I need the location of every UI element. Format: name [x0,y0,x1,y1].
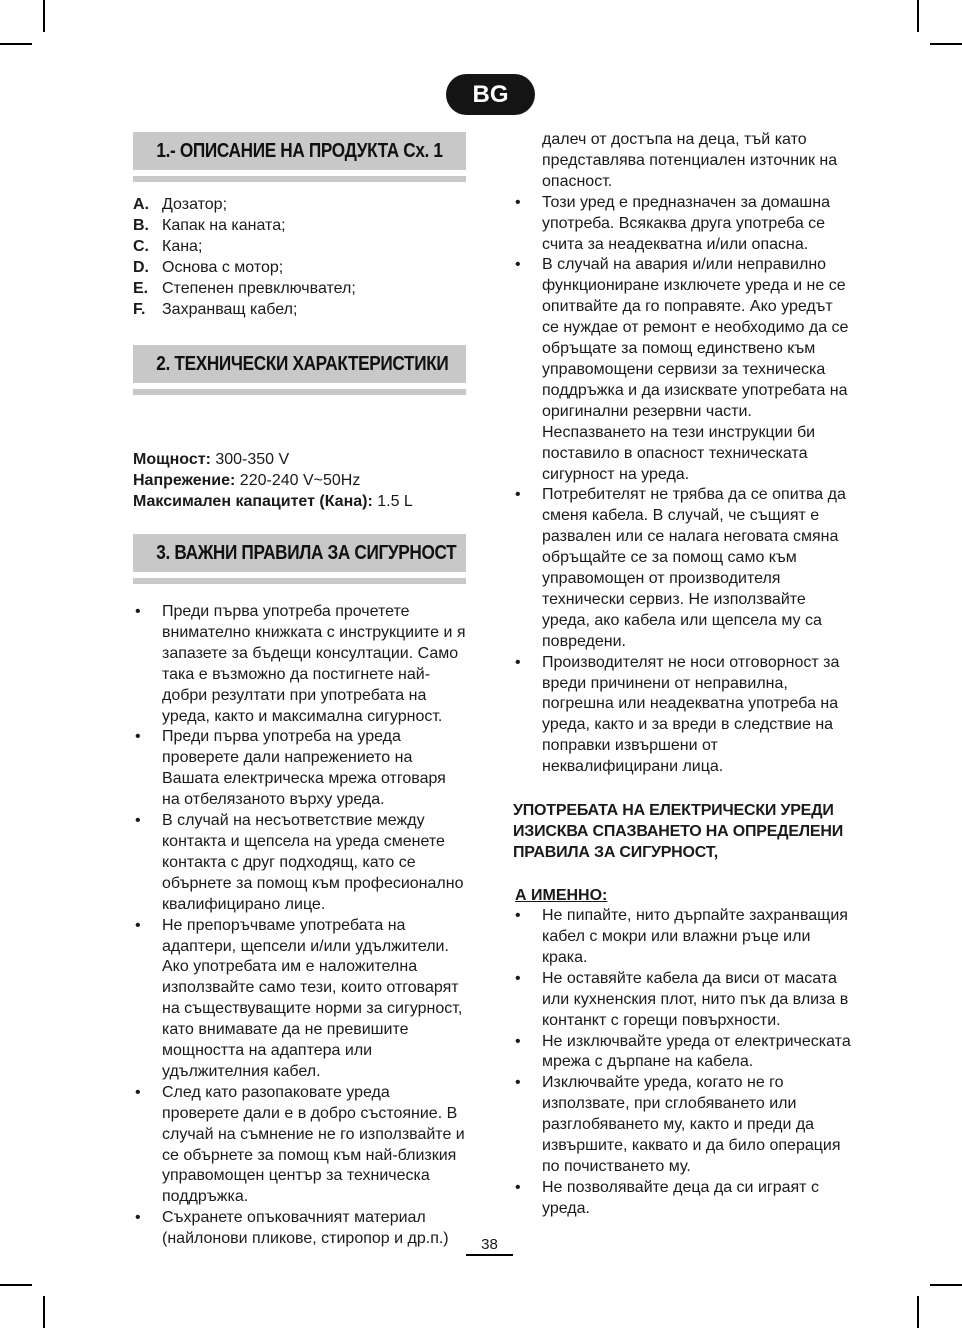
list-item: • Не позволявайте деца да си играят с уреда. [513,1178,853,1220]
part-item [133,299,466,320]
section-header-description [133,132,466,182]
crop-mark [917,0,919,32]
list-item: • Не оставяйте кабела да виси от масата или кухненския плот, нито пък да влиза в контанкт с горещи повърхности. [513,969,853,1032]
list-item: • Не изключвайте уреда от електрическата мрежа с дърпане на кабела. [513,1032,853,1074]
header-underline [133,176,466,182]
crop-mark [43,1296,45,1328]
part-item [133,194,466,215]
part-letter: D. [133,259,149,276]
part-text: Степенен превключвател; [162,280,356,297]
spec-value: 220-240 V~50Hz [235,472,361,489]
page-number: 38 [481,1236,498,1253]
part-item [133,278,466,299]
list-item: • В случай на несъответствие между контакта и щепсела на уреда сменете контакта с друг подходящ, като се обърнете за помощ към професионално квалифицирано лице. [133,811,466,916]
list-item: • Не препоръчваме употребата на адаптери, щепсели и/или удължители. Ако употребата им е наложителна използвайте само тези, които отговарят на съществуващите норми за сигурност, като внимавате да не превишите мощността на адаптера или удължителния кабел. [133,916,466,1083]
spec-label: Максимален капацитет (Кана): [133,493,373,510]
left-column [133,132,466,1250]
list-item: • В случай на авария и/или неправилно функциониране изключете уреда и не се опитвайте да го поправяте. Ако уредът се нуждае от ремонт е необходимо да се обръщате за помощ единствено към управомощени сервизи за техническа поддръжка и да изисквате употребата на оригинални резервни части. Неспазването на тези инструкции би поставило в опасност техническата сигурност на уреда. [513,255,853,485]
spec-row [133,449,466,470]
note-subheading: А ИМЕННО: [515,887,608,905]
list-item: • Изключвайте уреда, когато не го използвате, при сглобяването или разглобяването му, както и преди да извършите, каквато и да било операция по почистването му. [513,1073,853,1178]
section-title: 2. ТЕХНИЧЕСКИ ХАРАКТЕРИСТИКИ [156,353,449,375]
note-list [513,906,853,1220]
spec-label: Напрежение: [133,472,236,489]
spec-row [133,491,466,512]
part-text: Основа с мотор; [162,259,284,276]
spec-value: 300-350 V [210,451,290,468]
safety-note: УПОТРЕБАТА НА ЕЛЕКТРИЧЕСКИ УРЕДИ ИЗИСКВА СПАЗВАНЕТО НА ОПРЕДЕЛЕНИ ПРАВИЛА ЗА СИГУРНОСТ, [513,802,844,862]
part-text: Захранващ кабел; [162,301,298,318]
part-letter: B. [133,217,149,234]
section-header-safety [133,534,466,584]
spec-row [133,470,466,491]
section-title: 3. ВАЖНИ ПРАВИЛА ЗА СИГУРНОСТ [156,542,457,564]
crop-mark [930,1284,962,1286]
list-item: • Този уред е предназначен за домашна употреба. Всякаква друга употреба се счита за неадекватна и/или опасна. [513,193,853,256]
section-title: 1.- ОПИСАНИЕ НА ПРОДУКТА Сх. 1 [156,140,443,162]
safety-list-continued [513,193,853,778]
part-letter: F. [133,301,146,318]
parts-list [133,194,466,320]
part-letter: C. [133,238,149,255]
spec-value: 1.5 L [372,493,413,510]
part-text: Кана; [162,238,203,255]
page-number-rule [466,1254,513,1256]
crop-mark [0,1284,32,1286]
part-item [133,215,466,236]
safety-list [133,602,466,1250]
spec-label: Мощност: [133,451,211,468]
language-badge: BG [446,74,535,115]
list-item: • Потребителят не трябва да се опитва да сменя кабела. В случай, че същият е развален или се налага неговата смяна обръщайте се за помощ само към управомощен от производителя технически сервиз. Не използвайте уреда, ако кабела или щепсела му са повредени. [513,485,853,652]
header-underline [133,578,466,584]
crop-mark [43,0,45,32]
section-header-specs [133,345,466,395]
specs-block [133,449,466,512]
part-text: Капак на каната; [162,217,286,234]
right-column [513,130,853,1220]
header-underline [133,389,466,395]
list-item: • След като разопаковате уреда проверете дали е в добро състояние. В случай на съмнение не го използвайте и се обърнете за помощ към най-близкия управомощен център за техническа поддръжка. [133,1083,466,1208]
crop-mark [0,43,32,45]
crop-mark [930,43,962,45]
part-item [133,236,466,257]
crop-mark [917,1296,919,1328]
part-letter: A. [133,196,149,213]
list-item: • Преди първа употреба на уреда проверете дали напрежението на Вашата електрическа мрежа отговаря на отбелязаното върху уреда. [133,727,466,811]
part-item [133,257,466,278]
part-letter: E. [133,280,149,297]
list-item: • Съхранете опъковачният материал (найлонови пликове, стиропор и др.п.) [133,1208,466,1250]
list-item: • Преди първа употреба прочетете внимателно книжката с инструкциите и я запазете за бъдещи консултации. Само така е възможно да постигнете най-добри резултати при употребата на уреда, както и максимална сигурност. [133,602,466,727]
continuation-text: далеч от достъпа на деца, тъй като представлява потенциален източник на опасност. [542,131,838,190]
list-item: • Не пипайте, нито дърпайте захранващия кабел с мокри или влажни ръце или крака. [513,906,853,969]
list-item: • Производителят не носи отговорност за вреди причинени от неправилна, погрешна или неадекватна употреба на уреда, както и за вреди в следствие на поправки извършени от неквалифицирани лица. [513,653,853,778]
part-text: Дозатор; [162,196,228,213]
